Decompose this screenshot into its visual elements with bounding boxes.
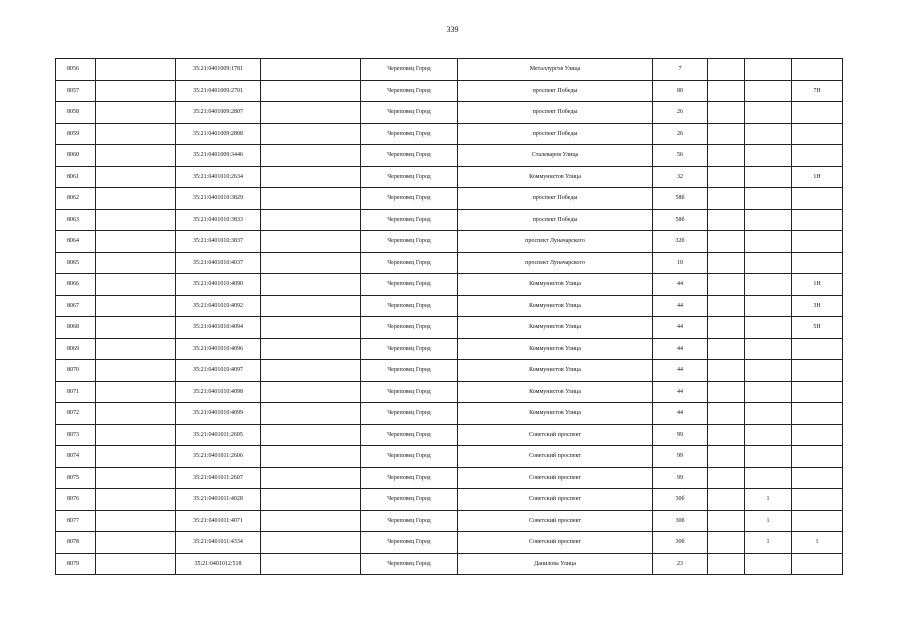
table-row bbox=[56, 209, 843, 231]
row-number-cell: 8073 bbox=[56, 424, 96, 446]
premises-cell bbox=[792, 102, 843, 124]
street-cell: проспект Победы bbox=[458, 80, 653, 102]
empty-cell bbox=[261, 102, 361, 124]
building-cell bbox=[708, 403, 745, 425]
empty-cell bbox=[261, 360, 361, 382]
cadastral-number-cell: 35:21:0401009:2807 bbox=[176, 102, 261, 124]
structure-cell bbox=[745, 166, 792, 188]
city-cell: Череповец Город bbox=[361, 59, 458, 81]
table-row bbox=[56, 295, 843, 317]
building-cell bbox=[708, 489, 745, 511]
empty-cell bbox=[261, 532, 361, 554]
building-cell bbox=[708, 381, 745, 403]
structure-cell bbox=[745, 209, 792, 231]
cadastral-number-cell: 35:21:0401009:3446 bbox=[176, 145, 261, 167]
building-cell bbox=[708, 424, 745, 446]
city-cell: Череповец Город bbox=[361, 209, 458, 231]
table-row bbox=[56, 553, 843, 575]
table-row bbox=[56, 166, 843, 188]
house-number-cell: 44 bbox=[653, 381, 708, 403]
structure-cell bbox=[745, 252, 792, 274]
premises-cell bbox=[792, 403, 843, 425]
street-cell: Советский проспект bbox=[458, 489, 653, 511]
table-row bbox=[56, 80, 843, 102]
cadastral-number-cell: 35:21:0401010:3837 bbox=[176, 231, 261, 253]
building-cell bbox=[708, 231, 745, 253]
premises-cell bbox=[792, 424, 843, 446]
premises-cell bbox=[792, 553, 843, 575]
building-cell bbox=[708, 274, 745, 296]
city-cell: Череповец Город bbox=[361, 317, 458, 339]
page-number: 339 bbox=[446, 25, 459, 34]
building-cell bbox=[708, 467, 745, 489]
structure-cell: 1 bbox=[745, 532, 792, 554]
cadastral-number-cell: 35:21:0401010:4098 bbox=[176, 381, 261, 403]
city-cell: Череповец Город bbox=[361, 188, 458, 210]
structure-cell bbox=[745, 295, 792, 317]
structure-cell: 1 bbox=[745, 489, 792, 511]
structure-cell bbox=[745, 446, 792, 468]
structure-cell bbox=[745, 381, 792, 403]
cadastral-number-cell: 35:21:0401011:4334 bbox=[176, 532, 261, 554]
city-cell: Череповец Город bbox=[361, 231, 458, 253]
row-number-cell: 8068 bbox=[56, 317, 96, 339]
house-number-cell: 99 bbox=[653, 424, 708, 446]
house-number-cell: 99 bbox=[653, 446, 708, 468]
premises-cell: 7Н bbox=[792, 80, 843, 102]
empty-cell bbox=[261, 166, 361, 188]
row-number-cell: 8074 bbox=[56, 446, 96, 468]
cadastral-number-cell: 35:21:0401010:4097 bbox=[176, 360, 261, 382]
empty-cell bbox=[261, 123, 361, 145]
house-number-cell: 23 bbox=[653, 553, 708, 575]
cadastral-number-cell: 35:21:0401010:4092 bbox=[176, 295, 261, 317]
empty-cell bbox=[96, 145, 176, 167]
table-row bbox=[56, 274, 843, 296]
house-number-cell: 44 bbox=[653, 403, 708, 425]
table-row bbox=[56, 381, 843, 403]
empty-cell bbox=[261, 59, 361, 81]
city-cell: Череповец Город bbox=[361, 295, 458, 317]
empty-cell bbox=[96, 532, 176, 554]
house-number-cell: 44 bbox=[653, 338, 708, 360]
table-row bbox=[56, 532, 843, 554]
premises-cell bbox=[792, 59, 843, 81]
structure-cell bbox=[745, 145, 792, 167]
structure-cell bbox=[745, 360, 792, 382]
row-number-cell: 8062 bbox=[56, 188, 96, 210]
row-number-cell: 8061 bbox=[56, 166, 96, 188]
empty-cell bbox=[96, 188, 176, 210]
house-number-cell: 99 bbox=[653, 467, 708, 489]
row-number-cell: 8070 bbox=[56, 360, 96, 382]
building-cell bbox=[708, 80, 745, 102]
building-cell bbox=[708, 102, 745, 124]
premises-cell bbox=[792, 338, 843, 360]
street-cell: Данилова Улица bbox=[458, 553, 653, 575]
house-number-cell: 32 bbox=[653, 166, 708, 188]
premises-cell bbox=[792, 489, 843, 511]
empty-cell bbox=[261, 80, 361, 102]
street-cell: проспект Победы bbox=[458, 209, 653, 231]
row-number-cell: 8072 bbox=[56, 403, 96, 425]
cadastral-number-cell: 35:21:0401010:4096 bbox=[176, 338, 261, 360]
city-cell: Череповец Город bbox=[361, 446, 458, 468]
street-cell: Советский проспект bbox=[458, 467, 653, 489]
empty-cell bbox=[96, 102, 176, 124]
street-cell: Коммунистов Улица bbox=[458, 166, 653, 188]
street-cell: Советский проспект bbox=[458, 446, 653, 468]
table-row bbox=[56, 252, 843, 274]
street-cell: проспект Луначарского bbox=[458, 252, 653, 274]
premises-cell bbox=[792, 446, 843, 468]
premises-cell: 1Н bbox=[792, 166, 843, 188]
city-cell: Череповец Город bbox=[361, 403, 458, 425]
empty-cell bbox=[96, 252, 176, 274]
premises-cell bbox=[792, 467, 843, 489]
street-cell: проспект Луначарского bbox=[458, 231, 653, 253]
cadastral-number-cell: 35:21:0401011:2605 bbox=[176, 424, 261, 446]
house-number-cell: 58б bbox=[653, 209, 708, 231]
cadastral-number-cell: 35:21:0401010:2634 bbox=[176, 166, 261, 188]
building-cell bbox=[708, 145, 745, 167]
cadastral-number-cell: 35:21:0401010:4099 bbox=[176, 403, 261, 425]
street-cell: Советский проспект bbox=[458, 532, 653, 554]
structure-cell bbox=[745, 467, 792, 489]
empty-cell bbox=[96, 123, 176, 145]
structure-cell bbox=[745, 317, 792, 339]
house-number-cell: 44 bbox=[653, 360, 708, 382]
table-row bbox=[56, 510, 843, 532]
empty-cell bbox=[96, 317, 176, 339]
table-row bbox=[56, 446, 843, 468]
house-number-cell: 32б bbox=[653, 231, 708, 253]
empty-cell bbox=[261, 338, 361, 360]
premises-cell bbox=[792, 145, 843, 167]
premises-cell bbox=[792, 510, 843, 532]
row-number-cell: 8059 bbox=[56, 123, 96, 145]
row-number-cell: 8079 bbox=[56, 553, 96, 575]
row-number-cell: 8063 bbox=[56, 209, 96, 231]
city-cell: Череповец Город bbox=[361, 102, 458, 124]
table-row bbox=[56, 360, 843, 382]
empty-cell bbox=[261, 231, 361, 253]
row-number-cell: 8066 bbox=[56, 274, 96, 296]
house-number-cell: 30б bbox=[653, 532, 708, 554]
empty-cell bbox=[96, 338, 176, 360]
empty-cell bbox=[261, 510, 361, 532]
empty-cell bbox=[96, 166, 176, 188]
building-cell bbox=[708, 209, 745, 231]
premises-cell bbox=[792, 252, 843, 274]
street-cell: Коммунистов Улица bbox=[458, 317, 653, 339]
row-number-cell: 8058 bbox=[56, 102, 96, 124]
empty-cell bbox=[96, 510, 176, 532]
empty-cell bbox=[96, 59, 176, 81]
empty-cell bbox=[261, 467, 361, 489]
city-cell: Череповец Город bbox=[361, 338, 458, 360]
house-number-cell: 56 bbox=[653, 145, 708, 167]
table-row bbox=[56, 231, 843, 253]
house-number-cell: 30б bbox=[653, 510, 708, 532]
row-number-cell: 8056 bbox=[56, 59, 96, 81]
building-cell bbox=[708, 295, 745, 317]
city-cell: Череповец Город bbox=[361, 489, 458, 511]
row-number-cell: 8078 bbox=[56, 532, 96, 554]
table-row bbox=[56, 123, 843, 145]
house-number-cell: 80 bbox=[653, 80, 708, 102]
building-cell bbox=[708, 59, 745, 81]
empty-cell bbox=[96, 553, 176, 575]
house-number-cell: 44 bbox=[653, 274, 708, 296]
premises-cell bbox=[792, 123, 843, 145]
city-cell: Череповец Город bbox=[361, 510, 458, 532]
empty-cell bbox=[261, 209, 361, 231]
building-cell bbox=[708, 553, 745, 575]
building-cell bbox=[708, 317, 745, 339]
empty-cell bbox=[96, 360, 176, 382]
building-cell bbox=[708, 188, 745, 210]
premises-cell: 1Н bbox=[792, 274, 843, 296]
city-cell: Череповец Город bbox=[361, 274, 458, 296]
empty-cell bbox=[261, 145, 361, 167]
structure-cell bbox=[745, 59, 792, 81]
row-number-cell: 8075 bbox=[56, 467, 96, 489]
row-number-cell: 8065 bbox=[56, 252, 96, 274]
street-cell: Коммунистов Улица bbox=[458, 360, 653, 382]
row-number-cell: 8067 bbox=[56, 295, 96, 317]
table-row bbox=[56, 317, 843, 339]
row-number-cell: 8076 bbox=[56, 489, 96, 511]
house-number-cell: 26 bbox=[653, 102, 708, 124]
structure-cell bbox=[745, 188, 792, 210]
building-cell bbox=[708, 252, 745, 274]
table-row bbox=[56, 424, 843, 446]
row-number-cell: 8071 bbox=[56, 381, 96, 403]
structure-cell bbox=[745, 80, 792, 102]
street-cell: Советский проспект bbox=[458, 510, 653, 532]
building-cell bbox=[708, 123, 745, 145]
city-cell: Череповец Город bbox=[361, 553, 458, 575]
street-cell: Сталеваров Улица bbox=[458, 145, 653, 167]
row-number-cell: 8057 bbox=[56, 80, 96, 102]
empty-cell bbox=[261, 424, 361, 446]
street-cell: Коммунистов Улица bbox=[458, 295, 653, 317]
building-cell bbox=[708, 532, 745, 554]
table-body bbox=[56, 59, 843, 575]
empty-cell bbox=[261, 553, 361, 575]
house-number-cell: 44 bbox=[653, 317, 708, 339]
structure-cell bbox=[745, 424, 792, 446]
structure-cell bbox=[745, 102, 792, 124]
empty-cell bbox=[261, 403, 361, 425]
empty-cell bbox=[261, 252, 361, 274]
table-row bbox=[56, 102, 843, 124]
cadastral-number-cell: 35:21:0401011:4071 bbox=[176, 510, 261, 532]
street-cell: проспект Победы bbox=[458, 188, 653, 210]
city-cell: Череповец Город bbox=[361, 123, 458, 145]
house-number-cell: 26 bbox=[653, 123, 708, 145]
building-cell bbox=[708, 360, 745, 382]
structure-cell bbox=[745, 231, 792, 253]
street-cell: Коммунистов Улица bbox=[458, 338, 653, 360]
registry-table bbox=[55, 58, 843, 575]
premises-cell bbox=[792, 381, 843, 403]
cadastral-number-cell: 35:21:0401010:3829 bbox=[176, 188, 261, 210]
premises-cell bbox=[792, 188, 843, 210]
house-number-cell: 7 bbox=[653, 59, 708, 81]
empty-cell bbox=[261, 489, 361, 511]
street-cell: Советский проспект bbox=[458, 424, 653, 446]
empty-cell bbox=[261, 274, 361, 296]
premises-cell bbox=[792, 209, 843, 231]
city-cell: Череповец Город bbox=[361, 532, 458, 554]
table-row bbox=[56, 188, 843, 210]
empty-cell bbox=[261, 188, 361, 210]
structure-cell bbox=[745, 403, 792, 425]
city-cell: Череповец Город bbox=[361, 145, 458, 167]
street-cell: проспект Победы bbox=[458, 102, 653, 124]
structure-cell: 1 bbox=[745, 510, 792, 532]
structure-cell bbox=[745, 274, 792, 296]
cadastral-number-cell: 35:21:0401011:4028 bbox=[176, 489, 261, 511]
city-cell: Череповец Город bbox=[361, 467, 458, 489]
table-row bbox=[56, 59, 843, 81]
premises-cell: 3Н bbox=[792, 295, 843, 317]
table-row bbox=[56, 467, 843, 489]
empty-cell bbox=[261, 446, 361, 468]
building-cell bbox=[708, 446, 745, 468]
row-number-cell: 8060 bbox=[56, 145, 96, 167]
empty-cell bbox=[96, 403, 176, 425]
empty-cell bbox=[96, 446, 176, 468]
structure-cell bbox=[745, 123, 792, 145]
empty-cell bbox=[96, 467, 176, 489]
premises-cell: 5Н bbox=[792, 317, 843, 339]
building-cell bbox=[708, 166, 745, 188]
cadastral-number-cell: 35:21:0401011:2607 bbox=[176, 467, 261, 489]
premises-cell: 1 bbox=[792, 532, 843, 554]
structure-cell bbox=[745, 338, 792, 360]
empty-cell bbox=[96, 274, 176, 296]
house-number-cell: 58б bbox=[653, 188, 708, 210]
structure-cell bbox=[745, 553, 792, 575]
table-row bbox=[56, 145, 843, 167]
street-cell: Коммунистов Улица bbox=[458, 274, 653, 296]
empty-cell bbox=[96, 80, 176, 102]
empty-cell bbox=[96, 424, 176, 446]
empty-cell bbox=[96, 295, 176, 317]
street-cell: проспект Победы bbox=[458, 123, 653, 145]
premises-cell bbox=[792, 231, 843, 253]
city-cell: Череповец Город bbox=[361, 381, 458, 403]
house-number-cell: 44 bbox=[653, 295, 708, 317]
cadastral-number-cell: 35:21:0401010:4090 bbox=[176, 274, 261, 296]
empty-cell bbox=[261, 295, 361, 317]
house-number-cell: 10 bbox=[653, 252, 708, 274]
row-number-cell: 8077 bbox=[56, 510, 96, 532]
cadastral-number-cell: 35:21:0401011:2606 bbox=[176, 446, 261, 468]
empty-cell bbox=[96, 489, 176, 511]
cadastral-number-cell: 35:21:0401009:2701 bbox=[176, 80, 261, 102]
empty-cell bbox=[96, 231, 176, 253]
empty-cell bbox=[261, 381, 361, 403]
building-cell bbox=[708, 338, 745, 360]
cadastral-number-cell: 35:21:0401010:4094 bbox=[176, 317, 261, 339]
city-cell: Череповец Город bbox=[361, 166, 458, 188]
cadastral-number-cell: 35:21:0401009:1781 bbox=[176, 59, 261, 81]
house-number-cell: 30б bbox=[653, 489, 708, 511]
cadastral-number-cell: 35:21:0401010:3833 bbox=[176, 209, 261, 231]
table-row bbox=[56, 338, 843, 360]
empty-cell bbox=[261, 317, 361, 339]
building-cell bbox=[708, 510, 745, 532]
street-cell: Коммунистов Улица bbox=[458, 403, 653, 425]
street-cell: Металлургов Улица bbox=[458, 59, 653, 81]
street-cell: Коммунистов Улица bbox=[458, 381, 653, 403]
table-row bbox=[56, 489, 843, 511]
row-number-cell: 8069 bbox=[56, 338, 96, 360]
city-cell: Череповец Город bbox=[361, 424, 458, 446]
premises-cell bbox=[792, 360, 843, 382]
empty-cell bbox=[96, 381, 176, 403]
city-cell: Череповец Город bbox=[361, 80, 458, 102]
cadastral-number-cell: 35:21:0401010:4037 bbox=[176, 252, 261, 274]
city-cell: Череповец Город bbox=[361, 252, 458, 274]
empty-cell bbox=[96, 209, 176, 231]
cadastral-number-cell: 35:21:0401012:518 bbox=[176, 553, 261, 575]
table-row bbox=[56, 403, 843, 425]
cadastral-number-cell: 35:21:0401009:2808 bbox=[176, 123, 261, 145]
row-number-cell: 8064 bbox=[56, 231, 96, 253]
city-cell: Череповец Город bbox=[361, 360, 458, 382]
